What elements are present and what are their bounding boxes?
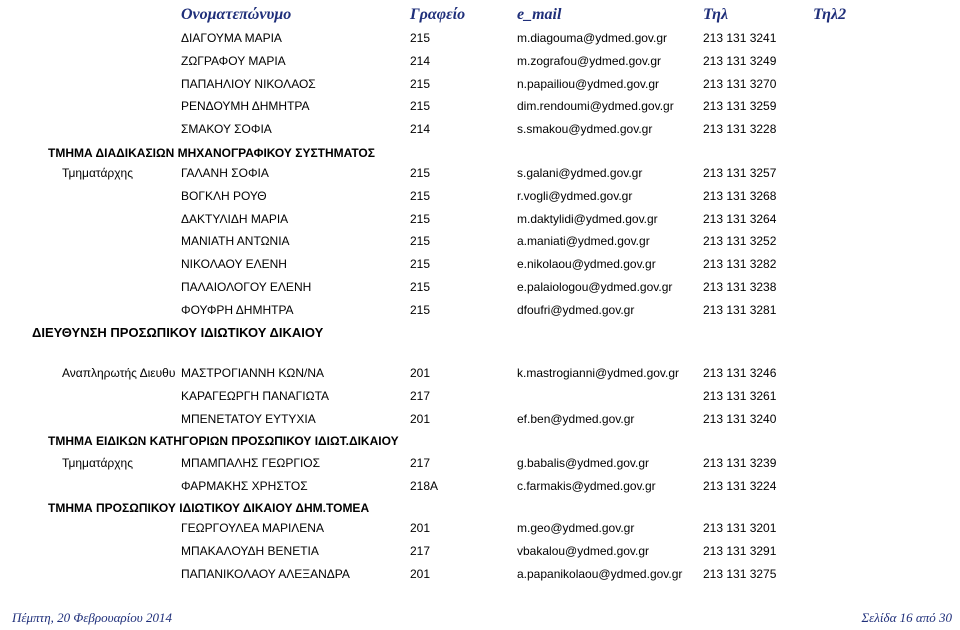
header-tel: Τηλ: [703, 6, 729, 23]
staff-phone: 213 131 3270: [703, 77, 777, 91]
staff-row: [0, 164, 960, 182]
staff-phone: 213 131 3259: [703, 99, 777, 113]
staff-row: [0, 75, 960, 93]
staff-name: ΦΑΡΜΑΚΗΣ ΧΡΗΣΤΟΣ: [181, 479, 308, 493]
staff-email: e.nikolaou@ydmed.gov.gr: [517, 257, 656, 271]
staff-email: dim.rendoumi@ydmed.gov.gr: [517, 99, 674, 113]
staff-email: dfoufri@ydmed.gov.gr: [517, 303, 635, 317]
staff-row: [0, 454, 960, 472]
staff-row: [0, 519, 960, 537]
staff-email: r.vogli@ydmed.gov.gr: [517, 189, 633, 203]
staff-name: ΦΟΥΦΡΗ ΔΗΜΗΤΡΑ: [181, 303, 294, 317]
staff-row: [0, 542, 960, 560]
staff-email: m.geo@ydmed.gov.gr: [517, 521, 635, 535]
staff-office: 215: [410, 99, 431, 113]
staff-email: m.daktylidi@ydmed.gov.gr: [517, 212, 658, 226]
staff-email: k.mastrogianni@ydmed.gov.gr: [517, 366, 680, 380]
staff-phone: 213 131 3241: [703, 31, 777, 45]
staff-office: 215: [410, 234, 431, 248]
staff-row: [0, 187, 960, 205]
staff-office: 215: [410, 31, 431, 45]
staff-row: [0, 364, 960, 382]
staff-name: ΚΑΡΑΓΕΩΡΓΗ ΠΑΝΑΓΙΩΤΑ: [181, 389, 330, 403]
staff-phone: 213 131 3249: [703, 54, 777, 68]
staff-row: [0, 232, 960, 250]
staff-row: [0, 97, 960, 115]
staff-row: [0, 477, 960, 495]
staff-office: 215: [410, 77, 431, 91]
staff-name: ΠΑΠΑΝΙΚΟΛΑΟΥ ΑΛΕΞΑΝΔΡΑ: [181, 567, 350, 581]
staff-name: ΜΠΑΜΠΑΛΗΣ ΓΕΩΡΓΙΟΣ: [181, 456, 321, 470]
department-heading: ΤΜΗΜΑ ΔΙΑΔΙΚΑΣΙΩΝ ΜΗΧΑΝΟΓΡΑΦΙΚΟΥ ΣΥΣΤΗΜΑΤΟΣ: [48, 146, 375, 160]
staff-phone: 213 131 3291: [703, 544, 777, 558]
staff-phone: 213 131 3252: [703, 234, 777, 248]
staff-name: ΡΕΝΔΟΥΜΗ ΔΗΜΗΤΡΑ: [181, 99, 310, 113]
staff-row: [0, 210, 960, 228]
staff-office: 215: [410, 189, 431, 203]
directorate-heading: ΔΙΕΥΘΥΝΣΗ ΠΡΟΣΩΠΙΚΟΥ ΙΔΙΩΤΙΚΟΥ ΔΙΚΑΙΟΥ: [32, 325, 324, 340]
staff-name: ΔΙΑΓΟΥΜΑ ΜΑΡΙΑ: [181, 31, 282, 45]
staff-phone: 213 131 3238: [703, 280, 777, 294]
staff-email: n.papailiou@ydmed.gov.gr: [517, 77, 660, 91]
staff-role: Τμηματάρχης: [62, 456, 133, 470]
staff-office: 217: [410, 544, 431, 558]
staff-email: e.palaiologou@ydmed.gov.gr: [517, 280, 673, 294]
staff-row: [0, 120, 960, 138]
staff-office: 201: [410, 567, 431, 581]
staff-phone: 213 131 3257: [703, 166, 777, 180]
staff-email: s.galani@ydmed.gov.gr: [517, 166, 643, 180]
staff-office: 214: [410, 122, 431, 136]
staff-phone: 213 131 3282: [703, 257, 777, 271]
staff-phone: 213 131 3268: [703, 189, 777, 203]
staff-role: Τμηματάρχης: [62, 166, 133, 180]
staff-email: a.papanikolaou@ydmed.gov.gr: [517, 567, 683, 581]
staff-name: ΠΑΛΑΙΟΛΟΓΟΥ ΕΛΕΝΗ: [181, 280, 312, 294]
staff-phone: 213 131 3239: [703, 456, 777, 470]
staff-phone: 213 131 3224: [703, 479, 777, 493]
staff-phone: 213 131 3261: [703, 389, 777, 403]
staff-row: [0, 387, 960, 405]
staff-row: [0, 565, 960, 583]
staff-office: 215: [410, 303, 431, 317]
department-heading: ΤΜΗΜΑ ΠΡΟΣΩΠΙΚΟΥ ΙΔΙΩΤΙΚΟΥ ΔΙΚΑΙΟΥ ΔΗΜ.ΤΟΜΕΑ: [48, 501, 370, 515]
staff-phone: 213 131 3228: [703, 122, 777, 136]
staff-phone: 213 131 3240: [703, 412, 777, 426]
staff-office: 215: [410, 166, 431, 180]
header-name: Ονοματεπώνυμο: [181, 6, 292, 23]
staff-office: 201: [410, 521, 431, 535]
staff-email: c.farmakis@ydmed.gov.gr: [517, 479, 656, 493]
staff-row: [0, 410, 960, 428]
staff-name: ΜΑΣΤΡΟΓΙΑΝΝΗ ΚΩΝ/ΝΑ: [181, 366, 325, 380]
staff-email: s.smakou@ydmed.gov.gr: [517, 122, 653, 136]
footer-page-number: Σελίδα 16 από 30: [861, 610, 952, 625]
staff-office: 214: [410, 54, 431, 68]
staff-office: 201: [410, 412, 431, 426]
staff-email: a.maniati@ydmed.gov.gr: [517, 234, 650, 248]
staff-row: [0, 52, 960, 70]
staff-phone: 213 131 3264: [703, 212, 777, 226]
staff-email: ef.ben@ydmed.gov.gr: [517, 412, 635, 426]
staff-name: ΜΠΑΚΑΛΟΥΔΗ ΒΕΝΕΤΙΑ: [181, 544, 319, 558]
header-tel2: Τηλ2: [813, 6, 847, 23]
staff-name: ΔΑΚΤΥΛΙΔΗ ΜΑΡΙΑ: [181, 212, 289, 226]
staff-office: 218Α: [410, 479, 439, 493]
staff-office: 215: [410, 212, 431, 226]
staff-row: [0, 301, 960, 319]
staff-office: 215: [410, 280, 431, 294]
staff-row: [0, 278, 960, 296]
staff-email: g.babalis@ydmed.gov.gr: [517, 456, 650, 470]
staff-office: 201: [410, 366, 431, 380]
header-email: e_mail: [517, 6, 562, 23]
staff-phone: 213 131 3201: [703, 521, 777, 535]
staff-office: 217: [410, 389, 431, 403]
staff-email: vbakalou@ydmed.gov.gr: [517, 544, 650, 558]
department-heading: ΤΜΗΜΑ ΕΙΔΙΚΩΝ ΚΑΤΗΓΟΡΙΩΝ ΠΡΟΣΩΠΙΚΟΥ ΙΔΙΩΤ.ΔΙΚΑΙΟΥ: [48, 434, 399, 448]
header-office: Γραφείο: [410, 6, 466, 23]
staff-email: m.zografou@ydmed.gov.gr: [517, 54, 662, 68]
staff-name: ΖΩΓΡΑΦΟΥ ΜΑΡΙΑ: [181, 54, 286, 68]
staff-role: Αναπληρωτής Διευθυ: [62, 366, 176, 380]
staff-email: m.diagouma@ydmed.gov.gr: [517, 31, 668, 45]
staff-office: 217: [410, 456, 431, 470]
staff-row: [0, 29, 960, 47]
staff-name: ΜΠΕΝΕΤΑΤΟΥ ΕΥΤΥΧΙΑ: [181, 412, 316, 426]
staff-name: ΓΕΩΡΓΟΥΛΕΑ ΜΑΡΙΛΕΝΑ: [181, 521, 324, 535]
staff-name: ΝΙΚΟΛΑΟΥ ΕΛΕΝΗ: [181, 257, 287, 271]
staff-phone: 213 131 3281: [703, 303, 777, 317]
staff-phone: 213 131 3246: [703, 366, 777, 380]
staff-name: ΠΑΠΑΗΛΙΟΥ ΝΙΚΟΛΑΟΣ: [181, 77, 316, 91]
staff-office: 215: [410, 257, 431, 271]
staff-name: ΓΑΛΑΝΗ ΣΟΦΙΑ: [181, 166, 269, 180]
staff-name: ΒΟΓΚΛΗ ΡΟΥΘ: [181, 189, 267, 203]
staff-row: [0, 255, 960, 273]
footer-date: Πέμπτη, 20 Φεβρουαρίου 2014: [12, 610, 172, 625]
staff-name: ΣΜΑΚΟΥ ΣΟΦΙΑ: [181, 122, 272, 136]
staff-phone: 213 131 3275: [703, 567, 777, 581]
staff-name: ΜΑΝΙΑΤΗ ΑΝΤΩΝΙΑ: [181, 234, 290, 248]
